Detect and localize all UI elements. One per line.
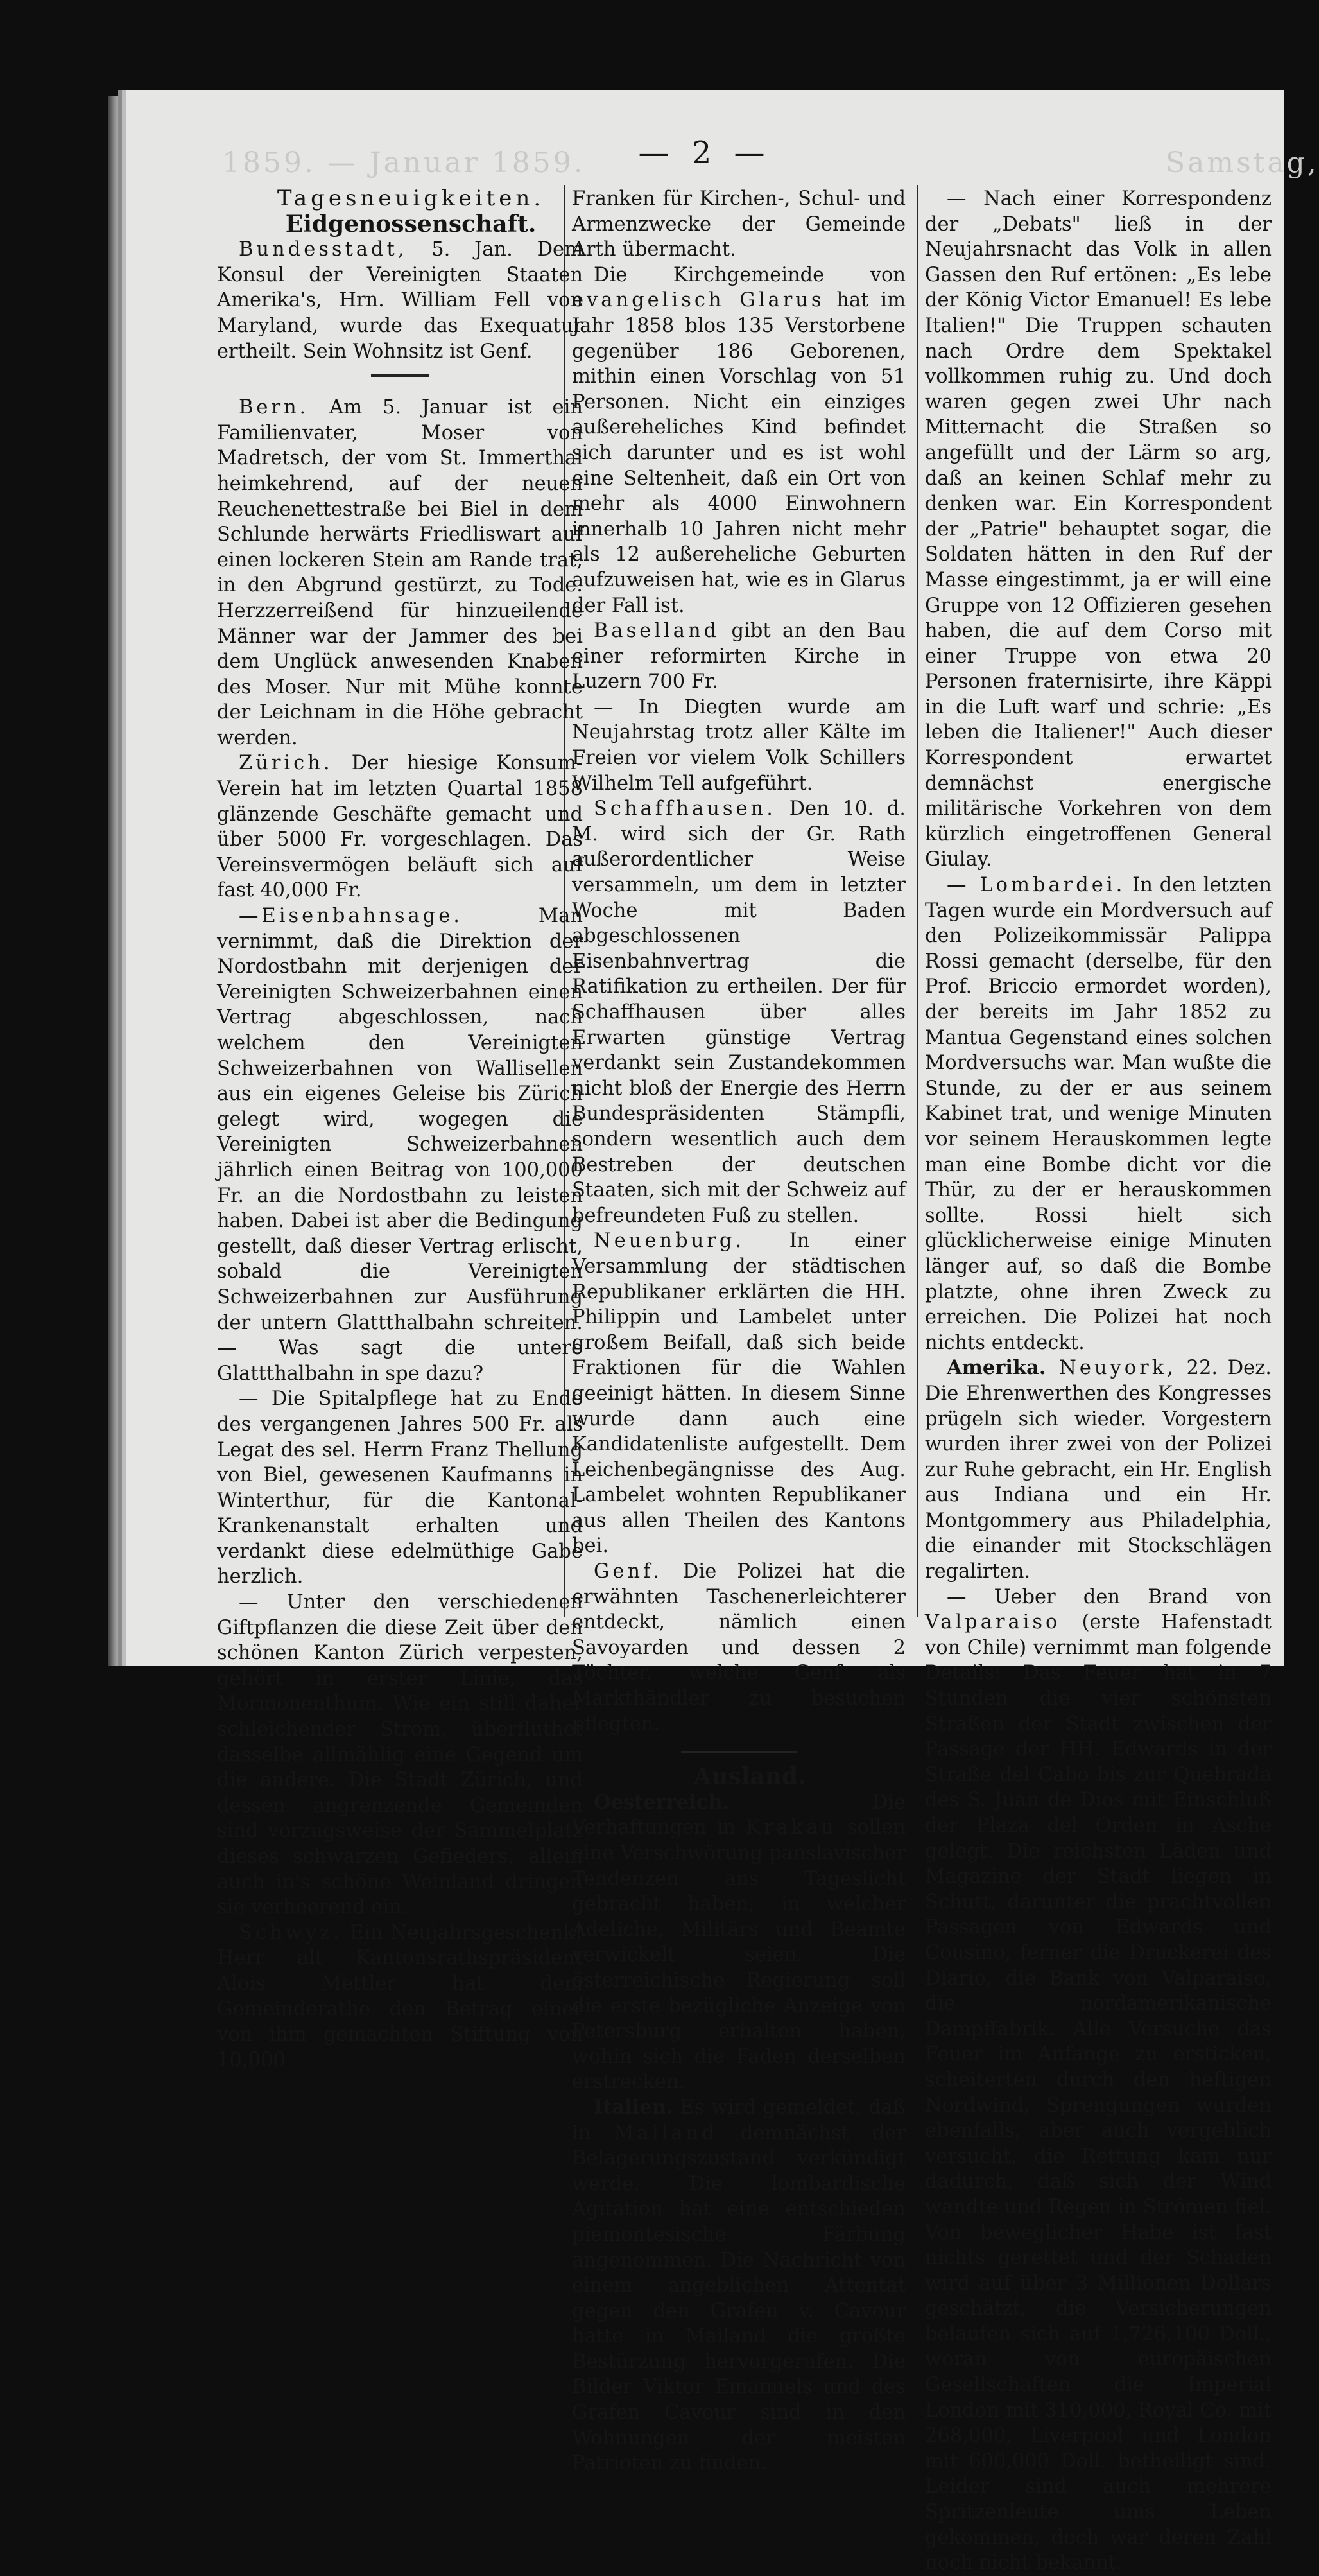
section-title: Tagesneuigkeiten. bbox=[277, 186, 545, 211]
article: Bern. Am 5. Januar ist ein Familienvater, Moser von Madretsch, der vom St. Immerthal heimkehrend, auf der neuen Reuchenettestraße bei Biel in dem Schlunde herwärts Friedliswart auf einen lockeren Stein am Rande trat, in den Abgrund gestürzt, zu Tode. Herzzerreißend für hinzueilende Männer war der Jammer des bei dem Unglück anwesenden Knaben des Moser. Nur mit Mühe konnte der Leichnam in die Höhe gebracht werden. bbox=[217, 396, 583, 749]
article: Bundesstadt, 5. Jan. Dem Konsul der Vereinigten Staaten Amerika's, Hrn. William Fell von Maryland, wurde das Exequatur ertheilt. Sein Wohnsitz ist Genf. bbox=[217, 238, 583, 363]
dateline: Bundesstadt, bbox=[239, 238, 408, 261]
separator-rule bbox=[371, 374, 429, 377]
country-heading: Amerika. bbox=[947, 1356, 1046, 1380]
article: Oesterreich. Die Verhaftungen in Krakau sollen eine Verschwörung panslavischer Tendenzen ans Tageslicht gebracht haben, in welcher Adeliche, Militärs und Beamte verwickelt seien. Die österreichische Regierung soll die erste bezügliche Anzeige von Petersburg erhalten haben, wohin sich die Faden derselben erstrecken. bbox=[572, 1790, 906, 2094]
article: — Nach einer Korrespondenz der „Debats" ließ in der Neujahrsnacht das Volk in allen Gassen den Ruf ertönen: „Es lebe der König Victor Emanuel! Es lebe Italien!" Die Truppen schauten nach Ordre dem Spektakel vollkommen ruhig zu. Und doch waren gegen zwei Uhr nach Mitternacht die Straßen so angefüllt und der Lärm so arg, daß an keinen Schlaf mehr zu denken war. Ein Korrespondent der „Patrie" behauptet sogar, die Soldaten hätten in den Ruf der Masse eingestimmt, ja er will eine Gruppe von 12 Offizieren gesehen haben, die auf dem Corso mit einer Truppe von etwa 20 Personen fraternisirte, ihre Käppi in die Luft warf und schrie: „Es leben die Italiener!" Auch dieser Korrespondent erwartet demnächst energische militärische Vorkehren von dem kürzlich eingetroffenen General Giulay. bbox=[925, 187, 1272, 871]
dateline: Neuenburg. bbox=[594, 1230, 745, 1253]
article: Italien. Es wird gemeldet, daß in Mailand demnächst der Belagerungszustand verkündigt werde. Die lombardische Agitation hat eine entschieden piemontesische Färbung angenommen. Die Nachricht von einem angeblichen Attentat gegen den Grafen v. Cavour hatte in Mailand die größte Bestürzung hervorgerufen. Die Bilder Viktor Emanuels und des Grafen Cavour sind in den Wohnungen der meisten Patrioten zu finden. bbox=[572, 2095, 906, 2475]
column-divider bbox=[917, 185, 918, 1617]
article: Die Kirchgemeinde von evangelisch Glarus hat im Jahr 1858 blos 135 Verstorbene gegenüber 186 Geborenen, mithin einen Vorschlag von 51 Personen. Nicht ein einziges außereheliches Kind befindet sich darunter und es ist wohl eine Seltenheit, daß ein Ort von mehr als 4000 Einwohnern innerhalb 10 Jahren nicht mehr als 12 außereheliche Geburten aufzuweisen hat, wie es in Glarus der Fall ist. bbox=[572, 263, 906, 617]
article: — In Diegten wurde am Neujahrstag trotz aller Kälte im Freien vor vielem Volk Schillers Wilhelm Tell aufgeführt. bbox=[572, 695, 906, 795]
dateline: Schaffhausen. bbox=[594, 797, 776, 821]
foreign-section-title: Ausland. bbox=[693, 1763, 806, 1791]
dateline: Genf. bbox=[594, 1560, 662, 1583]
newspaper-page bbox=[126, 90, 1319, 2575]
page-number: — 2 — bbox=[638, 135, 772, 171]
dateline: Neuyork, bbox=[1046, 1357, 1177, 1380]
article: — Ueber den Brand von Valparaiso (erste Hafenstadt von Chile) vernimmt man folgende Details: Das Feuer hat in 7 Stunden die vier schönsten Straßen der Stadt zwischen der Passage der HH. Edwards in der Straße del Cabo bis zur Quebrada des S. Juan de Dios mit Einschluß der Plaza del Orden in Asche gelegt. Die reichsten Läden und Magazine der Stadt liegen in Schutt, darunter die prachtvollen Passagen von Edwards und Cousino, ferner die Druckerei des Diario, die Bank von Valparaiso, die nordamerikanische Dampffabrik. Alle Versuche das Feuer im Anfange zu ersticken, scheiterten durch den heftigen Nordwind, Sprengungen wurden ebenfalls, aber auch vergeblich versucht, die Rettung kam nur dadurch, daß sich der Wind wandte und Regen in Strömen fiel. Von beweglicher Habe ist fast nichts gerettet und der Schaden wird auf über 3 Millionen Dollars geschätzt, die Versicherungen belaufen sich auf 1,726,100 Doll., woran von europäischen Gesellschaften die Imperial London mit 310,000, Royal Co. mit 268,000, Liverpool und London mit 600,000 Doll. betheiligt sind. Leider sind auch mehrere Spritzenleute ums Leben gekommen, doch war deren Zahl noch nicht bekannt. bbox=[925, 1585, 1272, 2575]
article: Baselland gibt an den Bau einer reformirten Kirche in Luzern 700 Fr. bbox=[572, 620, 906, 693]
country-heading: Oesterreich. bbox=[594, 1790, 730, 1814]
column-3 bbox=[925, 186, 1272, 2576]
dateline: Zürich. bbox=[239, 752, 333, 775]
separator-rule bbox=[681, 1751, 797, 1753]
dateline: evangelisch Glarus bbox=[572, 289, 825, 312]
article: Genf. Die Polizei hat die erwähnten Taschenerleichterer entdeckt, nämlich einen Savoyarden und dessen 2 Töchter, welche Genf als Markthändler zu besuchen pflegten. bbox=[572, 1560, 906, 1736]
article: — Unter den verschiedenen Giftpflanzen die diese Zeit über den schönen Kanton Zürich verpesten, gehört in erster Linie, das Mormonenthum. Wie ein still daher schleichender Strom, überfluthet dasselbe allmählig eine Gegend um die andere. Die Stadt Zürich, und dessen angrenzende Gemeinden sind vorzugsweise der Sammelplatz dieses schwarzen Gefieders, allein auch in's schöne Weinland dringen sie verheerend ein. bbox=[217, 1591, 583, 1919]
country-heading: Italien. bbox=[594, 2095, 673, 2119]
subsection-title: Eidgenossenschaft. bbox=[285, 210, 537, 238]
dateline: —Eisenbahnsage. bbox=[239, 905, 463, 928]
article-continuation: Franken für Kirchen-, Schul- und Armenzwecke der Gemeinde Arth übermacht. bbox=[572, 187, 906, 261]
column-1 bbox=[217, 186, 583, 2073]
article: — Die Spitalpflege hat zu Ende des vergangenen Jahres 500 Fr. als Legat des sel. Herrn Franz Thellung von Biel, gewesenen Kaufmanns in Winterthur, für die Kantonal-Krankenanstalt erhalten und verdankt diese edelmüthige Gabe herzlich. bbox=[217, 1388, 583, 1588]
dateline: Schwyz. bbox=[239, 1921, 343, 1944]
dateline: Baselland bbox=[594, 620, 720, 643]
article: Schwyz. Ein Neujahrsgeschenk! Herr alt Kantonsrathspräsident Alois Mettler hat dem Gemeinderathe den Betrag einer von ihm gemachten Stiftung von 10,000 bbox=[217, 1921, 583, 2071]
page-edge bbox=[108, 96, 127, 1666]
bleed-through-header-left: 1859. — Januar 1859. bbox=[222, 146, 585, 179]
article: Zürich. Der hiesige Konsum-Verein hat im letzten Quartal 1858 glänzende Geschäfte gemacht und über 5000 Fr. vorgeschlagen. Das Vereinsvermögen beläuft sich auf fast 40,000 Fr. bbox=[217, 752, 583, 902]
article: Amerika. Neuyork, 22. Dez. Die Ehrenwerthen des Kongresses prügeln sich wieder. Vorgestern wurden ihrer zwei von der Polizei zur Ruhe gebracht, ein Hr. English aus Indiana und ein Hr. Montgommery aus Philadelphia, die einander mit Stockschlägen regalirten. bbox=[925, 1356, 1272, 1583]
bleed-through-header-right: Samstag, bbox=[1166, 146, 1319, 179]
article: —Eisenbahnsage. Man vernimmt, daß die Direktion der Nordostbahn mit derjenigen der Vereinigten Schweizerbahnen einen Vertrag abgeschlossen, nach welchem den Vereinigten Schweizerbahnen von Wallisellen aus ein eigenes Geleise bis Zürich gelegt wird, wogegen die Vereinigten Schweizerbahnen jährlich einen Beitrag von 100,000 Fr. an die Nordostbahn zu leisten haben. Dabei ist aber die Bedingung gestellt, daß dieser Vertrag erlischt, sobald die Vereinigten Schweizerbahnen zur Ausführung der untern Glattthalbahn schreiten. — Was sagt die untere Glattthalbahn in spe dazu? bbox=[217, 905, 583, 1385]
article: — Lombardei. In den letzten Tagen wurde ein Mordversuch auf den Polizeikommissär Palippa Rossi gemacht (derselbe, für den Prof. Briccio ermordet worden), der bereits im Jahr 1852 zu Mantua Gegenstand eines solchen Mordversuchs war. Man wußte die Stunde, zu der er aus seinem Kabinet trat, und wenige Minuten vor seinem Herauskommen legte man eine Bombe dicht vor die Thür, zu der er herauskommen sollte. Rossi hielt sich glücklicherweise einige Minuten länger auf, so daß die Bombe platzte, ohne ihren Zweck zu erreichen. Die Polizei hat noch nichts entdeckt. bbox=[925, 874, 1272, 1354]
dateline: Valparaiso bbox=[925, 1611, 1061, 1634]
column-2 bbox=[572, 186, 906, 2476]
article: Neuenburg. In einer Versammlung der städtischen Republikaner erklärten die HH. Philippin und Lambelet unter großem Beifall, daß sich beide Fraktionen für die Wahlen geeinigt hätten. In diesem Sinne wurde dann auch eine Kandidatenliste aufgestellt. Dem Leichenbegängnisse des Aug. Lambelet wohnten Republikaner aus allen Theilen des Kantons bei. bbox=[572, 1230, 906, 1558]
dateline: — Lombardei. bbox=[947, 874, 1126, 897]
dateline: Krakau bbox=[745, 1816, 837, 1840]
article: Schaffhausen. Den 10. d. M. wird sich der Gr. Rath außerordentlicher Weise versammeln, um dem in letzter Woche mit Baden abgeschlossenen Eisenbahnvertrag die Ratifikation zu ertheilen. Der für Schaffhausen über alles Erwarten günstige Vertrag verdankt sein Zustandekommen nicht bloß der Energie des Herrn Bundespräsidenten Stämpfli, sondern wesentlich auch dem Bestreben der deutschen Staaten, sich mit der Schweiz auf befreundeten Fuß zu stellen. bbox=[572, 797, 906, 1227]
dateline: Bern. bbox=[239, 396, 309, 419]
dateline: Mailand bbox=[614, 2121, 718, 2145]
